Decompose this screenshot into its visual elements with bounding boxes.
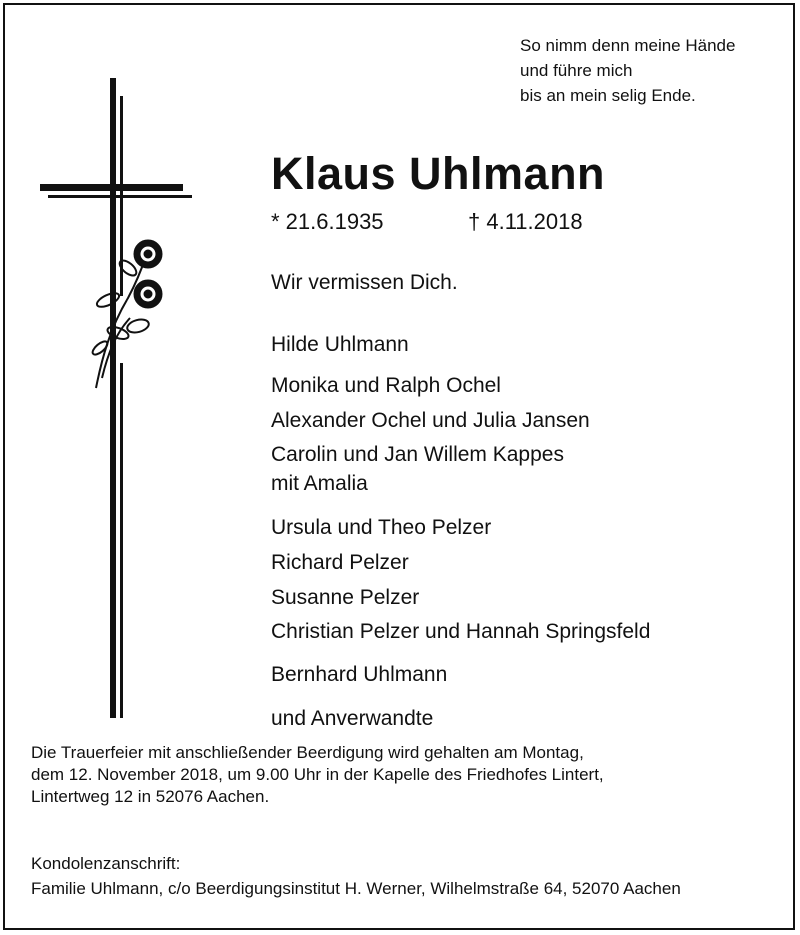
service-line: Die Trauerfeier mit anschließender Beerdigung wird gehalten am Montag, bbox=[31, 743, 584, 762]
mourner: Monika und Ralph Ochel bbox=[271, 374, 501, 397]
service-line: Lintertweg 12 in 52076 Aachen. bbox=[31, 787, 270, 806]
condolence-label: Kondolenzanschrift: bbox=[31, 854, 181, 873]
mourner: Ursula und Theo Pelzer bbox=[271, 516, 492, 539]
condolence-address bbox=[31, 851, 681, 901]
poem bbox=[520, 33, 735, 108]
poem-line: So nimm denn meine Hände bbox=[520, 36, 736, 55]
mourner: Carolin und Jan Willem Kappes bbox=[271, 443, 564, 466]
poem-line: und führe mich bbox=[520, 61, 633, 80]
cross-icon bbox=[38, 78, 198, 723]
mourner: und Anverwandte bbox=[271, 707, 434, 730]
rose-icon bbox=[91, 240, 162, 388]
mourner: Christian Pelzer und Hannah Springsfeld bbox=[271, 620, 651, 643]
poem-line: bis an mein selig Ende. bbox=[520, 86, 696, 105]
birth-date: * 21.6.1935 bbox=[271, 209, 384, 234]
service-line: dem 12. November 2018, um 9.00 Uhr in der Kapelle des Friedhofes Lintert, bbox=[31, 765, 604, 784]
message: Wir vermissen Dich. bbox=[271, 271, 458, 294]
mourner: Bernhard Uhlmann bbox=[271, 663, 448, 686]
mourner: mit Amalia bbox=[271, 472, 368, 495]
condolence-text: Familie Uhlmann, c/o Beerdigungsinstitut H. Werner, Wilhelmstraße 64, 52070 Aachen bbox=[31, 879, 681, 898]
mourner: Alexander Ochel und Julia Jansen bbox=[271, 409, 590, 432]
service-info bbox=[31, 742, 604, 808]
deceased-name: Klaus Uhlmann bbox=[271, 148, 606, 199]
mourner: Richard Pelzer bbox=[271, 551, 409, 574]
death-date: † 4.11.2018 bbox=[468, 209, 583, 234]
mourner: Hilde Uhlmann bbox=[271, 333, 409, 356]
mourner: Susanne Pelzer bbox=[271, 586, 420, 609]
